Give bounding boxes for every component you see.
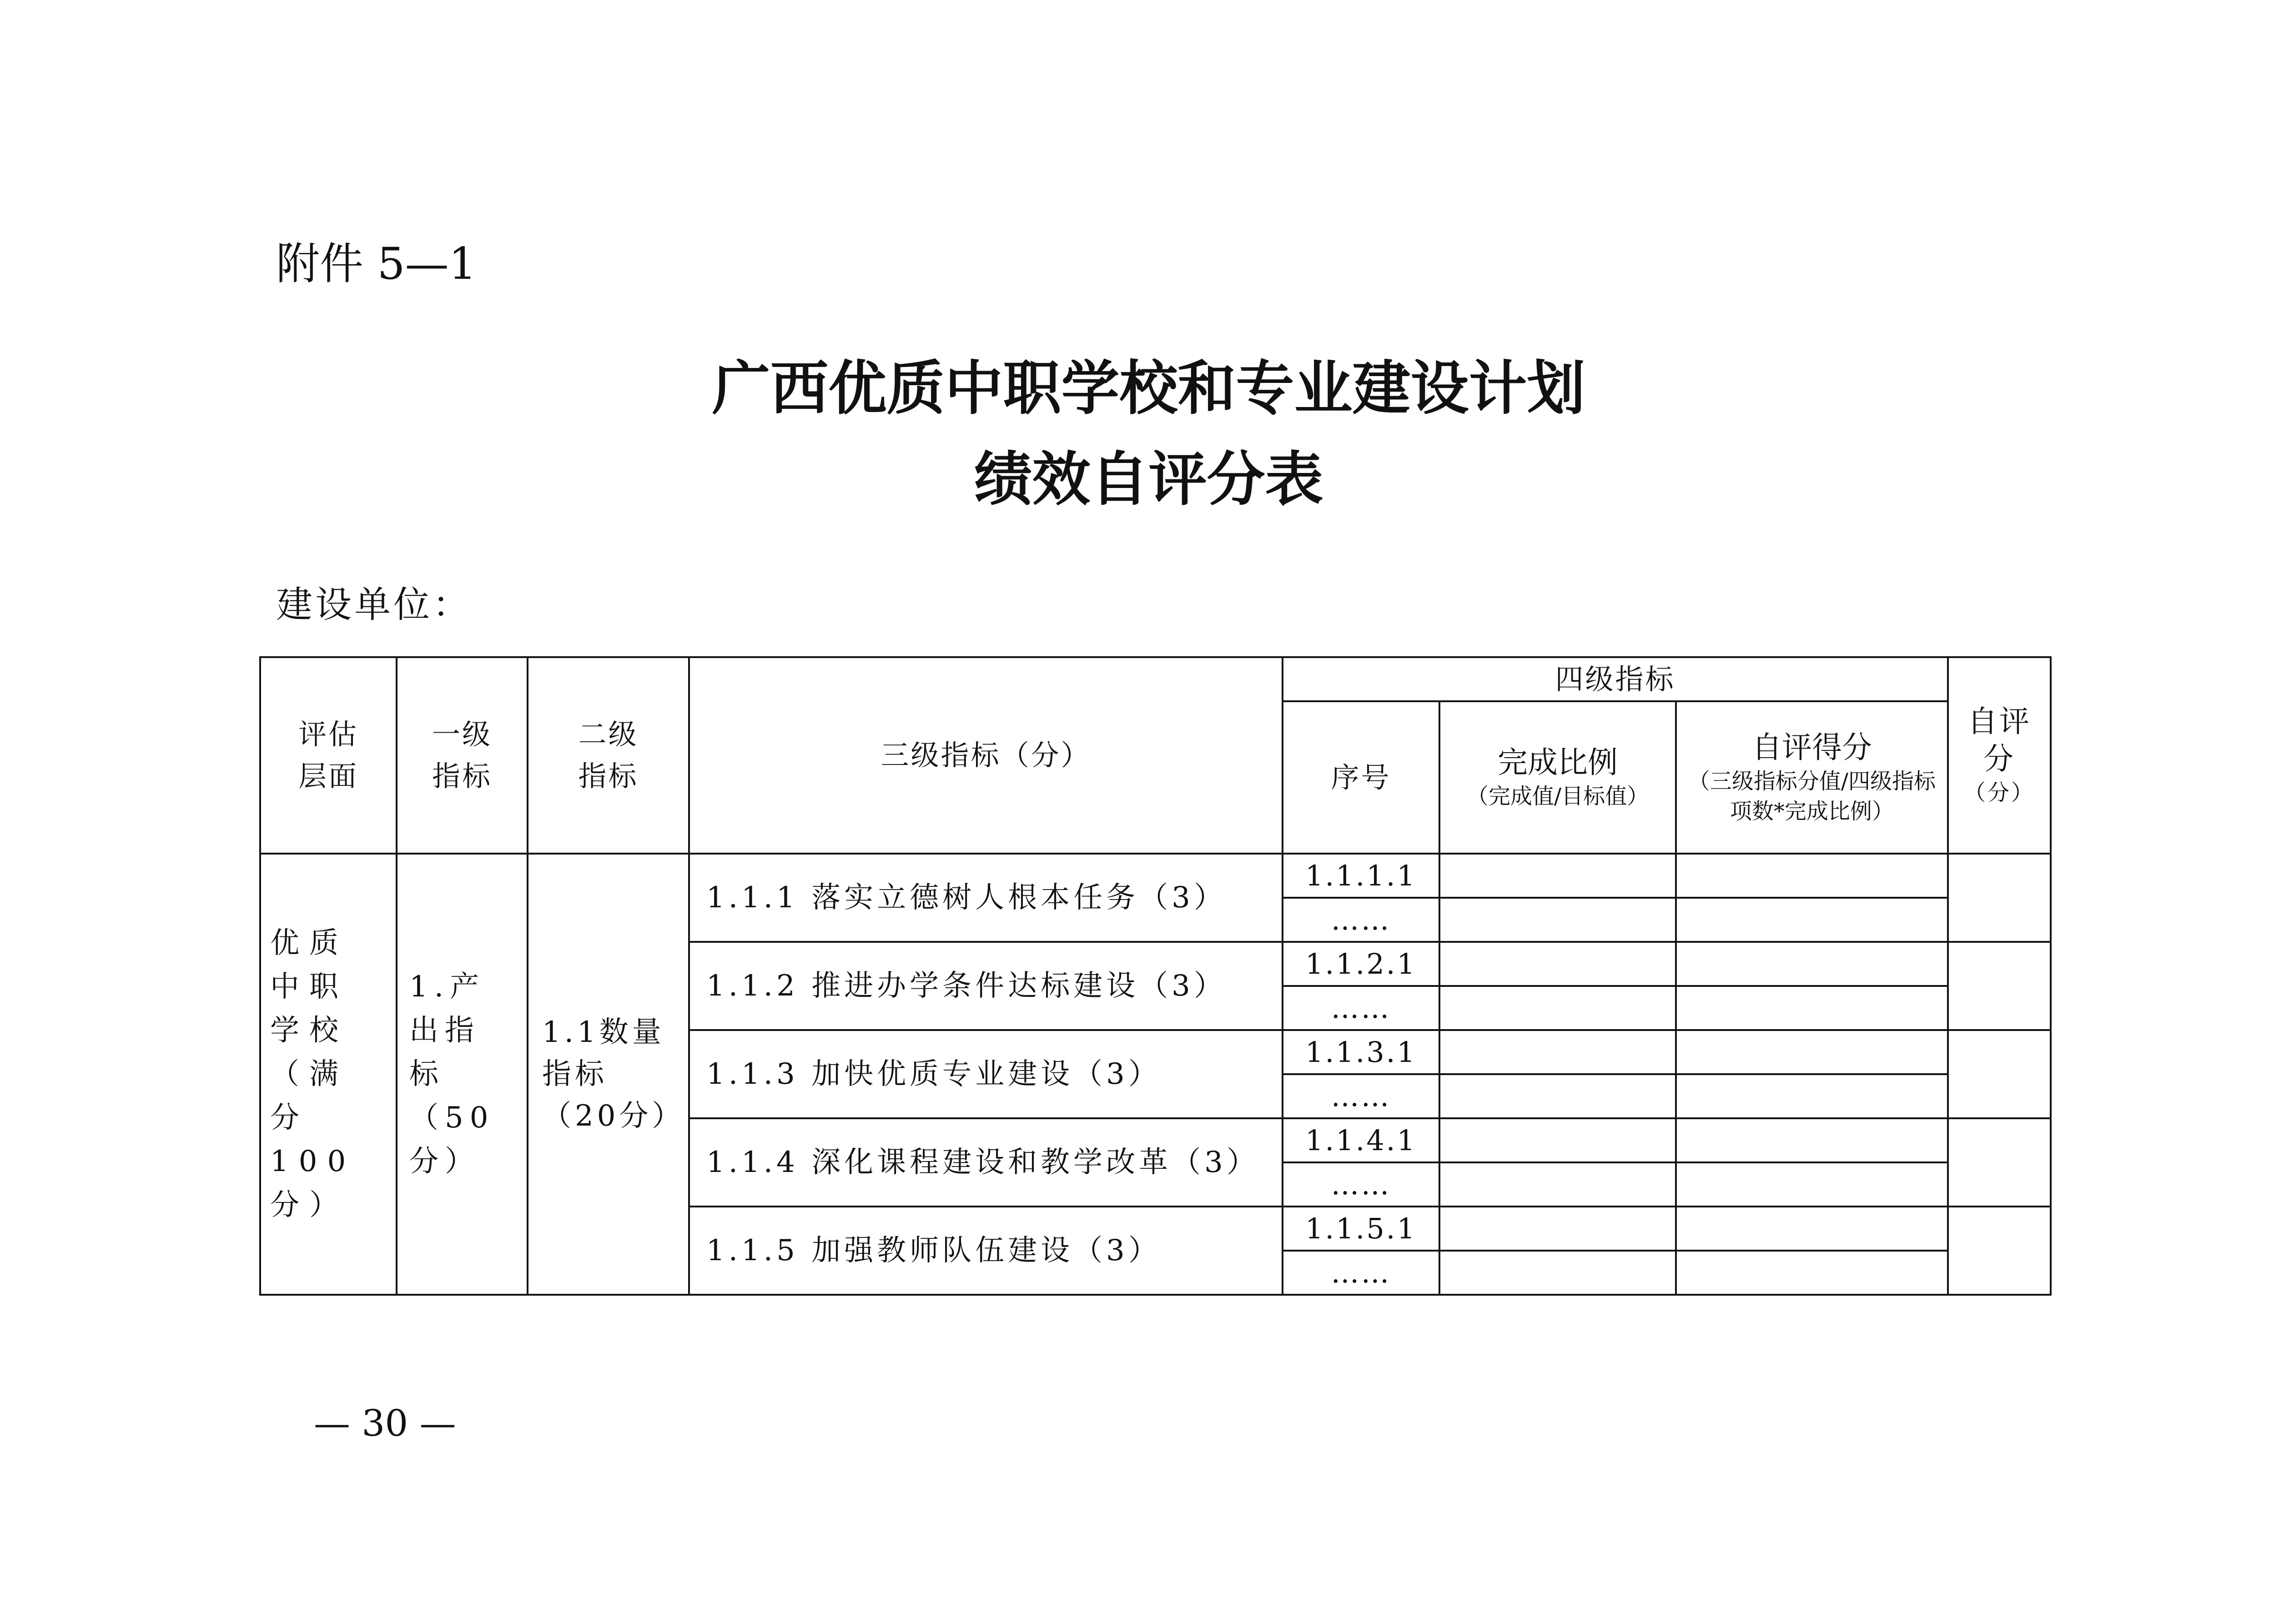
completion-cell[interactable] xyxy=(1439,1074,1676,1118)
completion-cell[interactable] xyxy=(1439,1118,1676,1162)
score-cell[interactable] xyxy=(1676,898,1948,942)
level4-code: 1.1.1.1 xyxy=(1283,854,1439,898)
level4-code: 1.1.3.1 xyxy=(1283,1030,1439,1074)
level3-indicator: 1.1.3 加快优质专业建设（3） xyxy=(689,1030,1283,1118)
self-evaluation-table xyxy=(259,656,2052,1296)
level4-code: …… xyxy=(1283,1074,1439,1118)
level4-code: …… xyxy=(1283,898,1439,942)
score-cell[interactable] xyxy=(1676,1074,1948,1118)
level3-indicator: 1.1.4 深化课程建设和教学改革（3） xyxy=(689,1118,1283,1207)
self-score-cell[interactable] xyxy=(1948,942,2051,1030)
header-level4: 四级指标 xyxy=(1283,657,1948,701)
score-cell[interactable] xyxy=(1676,1118,1948,1162)
level3-indicator: 1.1.2 推进办学条件达标建设（3） xyxy=(689,942,1283,1030)
header-completion-ratio: 完成比例 （完成值/目标值） xyxy=(1439,701,1676,854)
header-level3: 三级指标（分） xyxy=(689,657,1283,854)
level1-cell: 1.产出指标（50分） xyxy=(397,854,528,1295)
score-cell[interactable] xyxy=(1676,1207,1948,1251)
self-score-cell[interactable] xyxy=(1948,1118,2051,1207)
header-score: 自评得分 （三级指标分值/四级指标项数*完成比例） xyxy=(1676,701,1948,854)
title-line-1: 广西优质中职学校和专业建设计划 xyxy=(712,355,1585,422)
completion-cell[interactable] xyxy=(1439,1251,1676,1295)
self-score-cell[interactable] xyxy=(1948,1207,2051,1295)
header-seq: 序号 xyxy=(1283,701,1439,854)
level2-cell: 1.1数量指标（20分） xyxy=(528,854,689,1295)
score-cell[interactable] xyxy=(1676,854,1948,898)
score-cell[interactable] xyxy=(1676,1162,1948,1207)
header-self-score: 自评 分 （分） xyxy=(1948,657,2051,854)
completion-cell[interactable] xyxy=(1439,854,1676,898)
construction-unit-label: 建设单位： xyxy=(276,583,472,626)
self-score-cell[interactable] xyxy=(1948,854,2051,942)
completion-cell[interactable] xyxy=(1439,898,1676,942)
completion-cell[interactable] xyxy=(1439,1207,1676,1251)
title-line-2: 绩效自评分表 xyxy=(974,446,1323,513)
completion-cell[interactable] xyxy=(1439,942,1676,986)
header-level2: 二级 指标 xyxy=(528,657,689,854)
header-eval-level: 评估 层面 xyxy=(260,657,397,854)
self-score-cell[interactable] xyxy=(1948,1030,2051,1118)
completion-cell[interactable] xyxy=(1439,986,1676,1030)
score-cell[interactable] xyxy=(1676,1251,1948,1295)
level3-indicator: 1.1.5 加强教师队伍建设（3） xyxy=(689,1207,1283,1295)
level3-indicator: 1.1.1 落实立德树人根本任务（3） xyxy=(689,854,1283,942)
score-cell[interactable] xyxy=(1676,986,1948,1030)
completion-cell[interactable] xyxy=(1439,1162,1676,1207)
completion-cell[interactable] xyxy=(1439,1030,1676,1074)
level4-code: …… xyxy=(1283,986,1439,1030)
header-level1: 一级 指标 xyxy=(397,657,528,854)
score-cell[interactable] xyxy=(1676,1030,1948,1074)
level4-code: …… xyxy=(1283,1162,1439,1207)
page-number: — 30 — xyxy=(314,1402,456,1444)
eval-level-cell: 优质中职学校（满分100分） xyxy=(260,854,397,1295)
level4-code: 1.1.2.1 xyxy=(1283,942,1439,986)
level4-code: …… xyxy=(1283,1251,1439,1295)
level4-code: 1.1.5.1 xyxy=(1283,1207,1439,1251)
score-cell[interactable] xyxy=(1676,942,1948,986)
attachment-label: 附件 5—1 xyxy=(276,238,477,289)
level4-code: 1.1.4.1 xyxy=(1283,1118,1439,1162)
